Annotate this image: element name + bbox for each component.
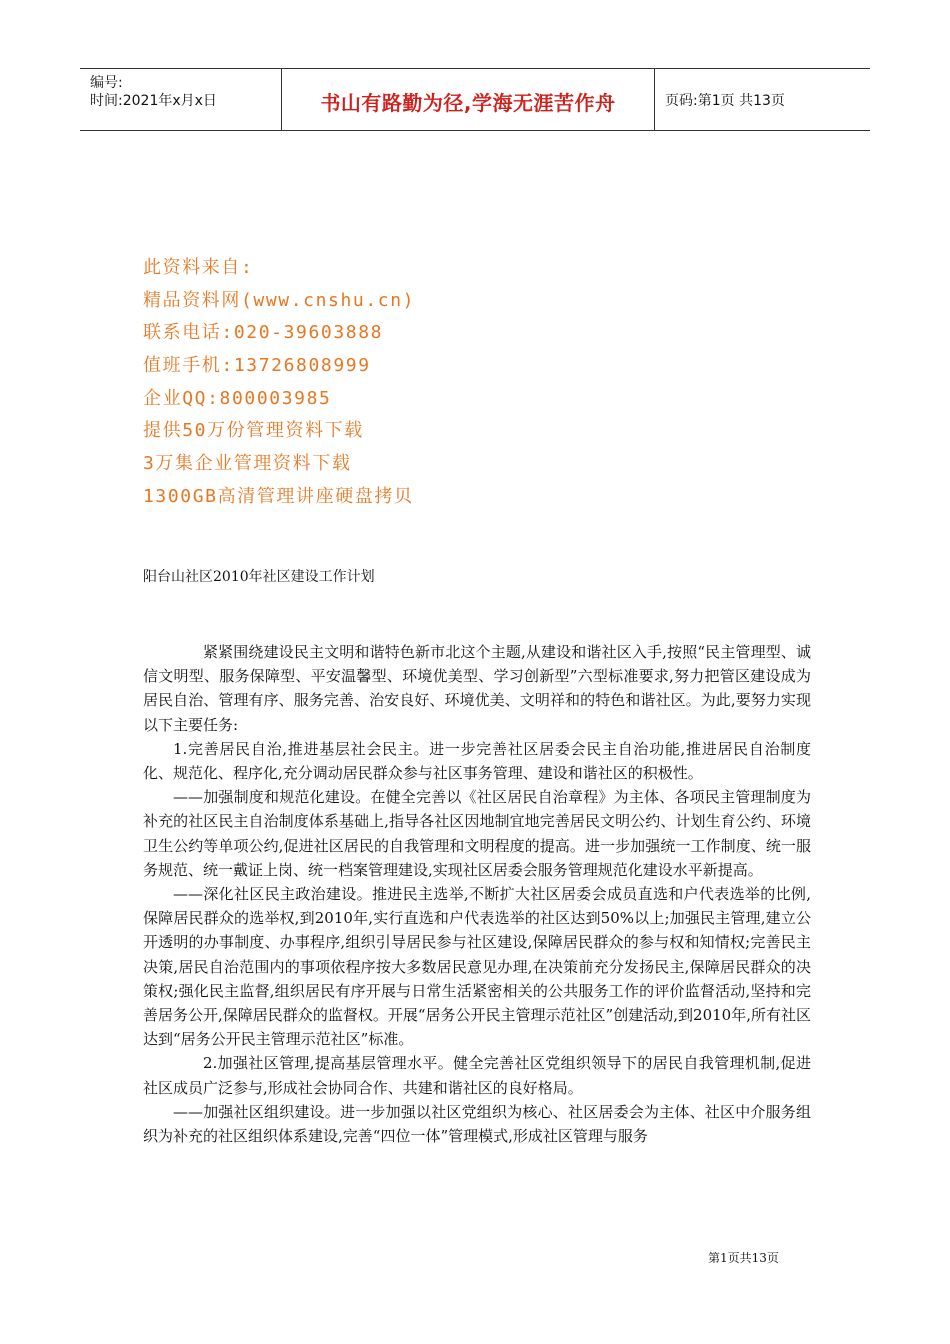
body-paragraph: 2.加强社区管理,提高基层管理水平。健全完善社区党组织领导下的居民自我管理机制,促进社区成员广泛参与,形成社会协同合作、共建和谐社区的良好格局。 [143,1054,811,1097]
source-line: 提供50万份管理资料下载 [143,420,364,442]
document-number-label: 编号: [90,75,123,91]
body-paragraph: 1.完善居民自治,推进基层社会民主。进一步完善社区居委会民主自治功能,推进居民自治制度化、规范化、程序化,充分调动居民群众参与社区事务管理、建设和谐社区的积极性。 [143,739,811,783]
document-title: 阳台山社区2010年社区建设工作计划 [143,569,375,585]
source-line: 3万集企业管理资料下载 [143,453,352,475]
header-meta-cell [80,69,282,130]
body-paragraph: ——加强社区组织建设。进一步加强以社区党组织为核心、社区居委会为主体、社区中介服务组织为补充的社区组织体系建设,完善“四位一体”管理模式,形成社区管理与服务 [143,1102,811,1146]
header-page-cell [655,69,870,130]
source-line: 联系电话:020-39603888 [143,322,384,344]
source-line: 1300GB高清管理讲座硬盘拷贝 [143,485,414,507]
source-info-block [143,252,415,514]
source-line: 值班手机:13726808999 [143,355,371,377]
document-body [143,640,811,1148]
body-paragraph: 紧紧围绕建设民主文明和谐特色新市北这个主题,从建设和谐社区入手,按照“民主管理型、诚信文明型、服务保障型、平安温馨型、环境优美型、学习创新型”六型标准要求,努力把管区建设成为居民自治、管理有序、服务完善、治安良好、环境优美、文明祥和的特色和谐社区。为此,要努力实现以下主要任务: [143,643,811,734]
body-paragraph: ——加强制度和规范化建设。在健全完善以《社区居民自治章程》为主体、各项民主管理制度为补充的社区民主自治制度体系基础上,指导各社区因地制宜地完善居民文明公约、计划生育公约、环境卫生公约等单项公约,促进社区居民的自我管理和文明程度的提高。进一步加强统一工作制度、统一服务规范、统一戴证上岗、统一档案管理建设,实现社区居委会服务管理规范化建设水平新提高。 [143,788,811,879]
document-time-label: 时间:2021年x月x日 [90,93,217,109]
body-paragraph: ——深化社区民主政治建设。推进民主选举,不断扩大社区居委会成员直选和户代表选举的比例,保障居民群众的选举权,到2010年,实行直选和户代表选举的社区达到50%以上;加强民主管理,建立公开透明的办事制度、办事程序,组织引导居民参与社区建设,保障居民群众的参与权和知情权;完善民主决策,居民自治范围内的事项依程序按大多数居民意见办理,在决策前充分发扬民主,保障居民群众的决策权;强化民主监督,组织居民有序开展与日常生活紧密相关的公共服务工作的评价监督活动,坚持和完善居务公开,保障居民群众的监督权。开展“居务公开民主管理示范社区”创建活动,到2010年,所有社区达到“居务公开民主管理示范社区”标准。 [143,885,811,1049]
page-footer: 第1页共13页 [708,1251,779,1265]
source-line: 精品资料网(www.cnshu.cn) [143,289,416,311]
header-table [80,68,870,131]
header-motto-cell [282,69,655,130]
source-line: 此资料来自: [143,257,254,278]
header-page-info: 页码:第1页 共13页 [665,93,785,109]
source-line: 企业QQ:800003985 [143,387,332,409]
header-motto: 书山有路勤为径,学海无涯苦作舟 [320,91,616,115]
